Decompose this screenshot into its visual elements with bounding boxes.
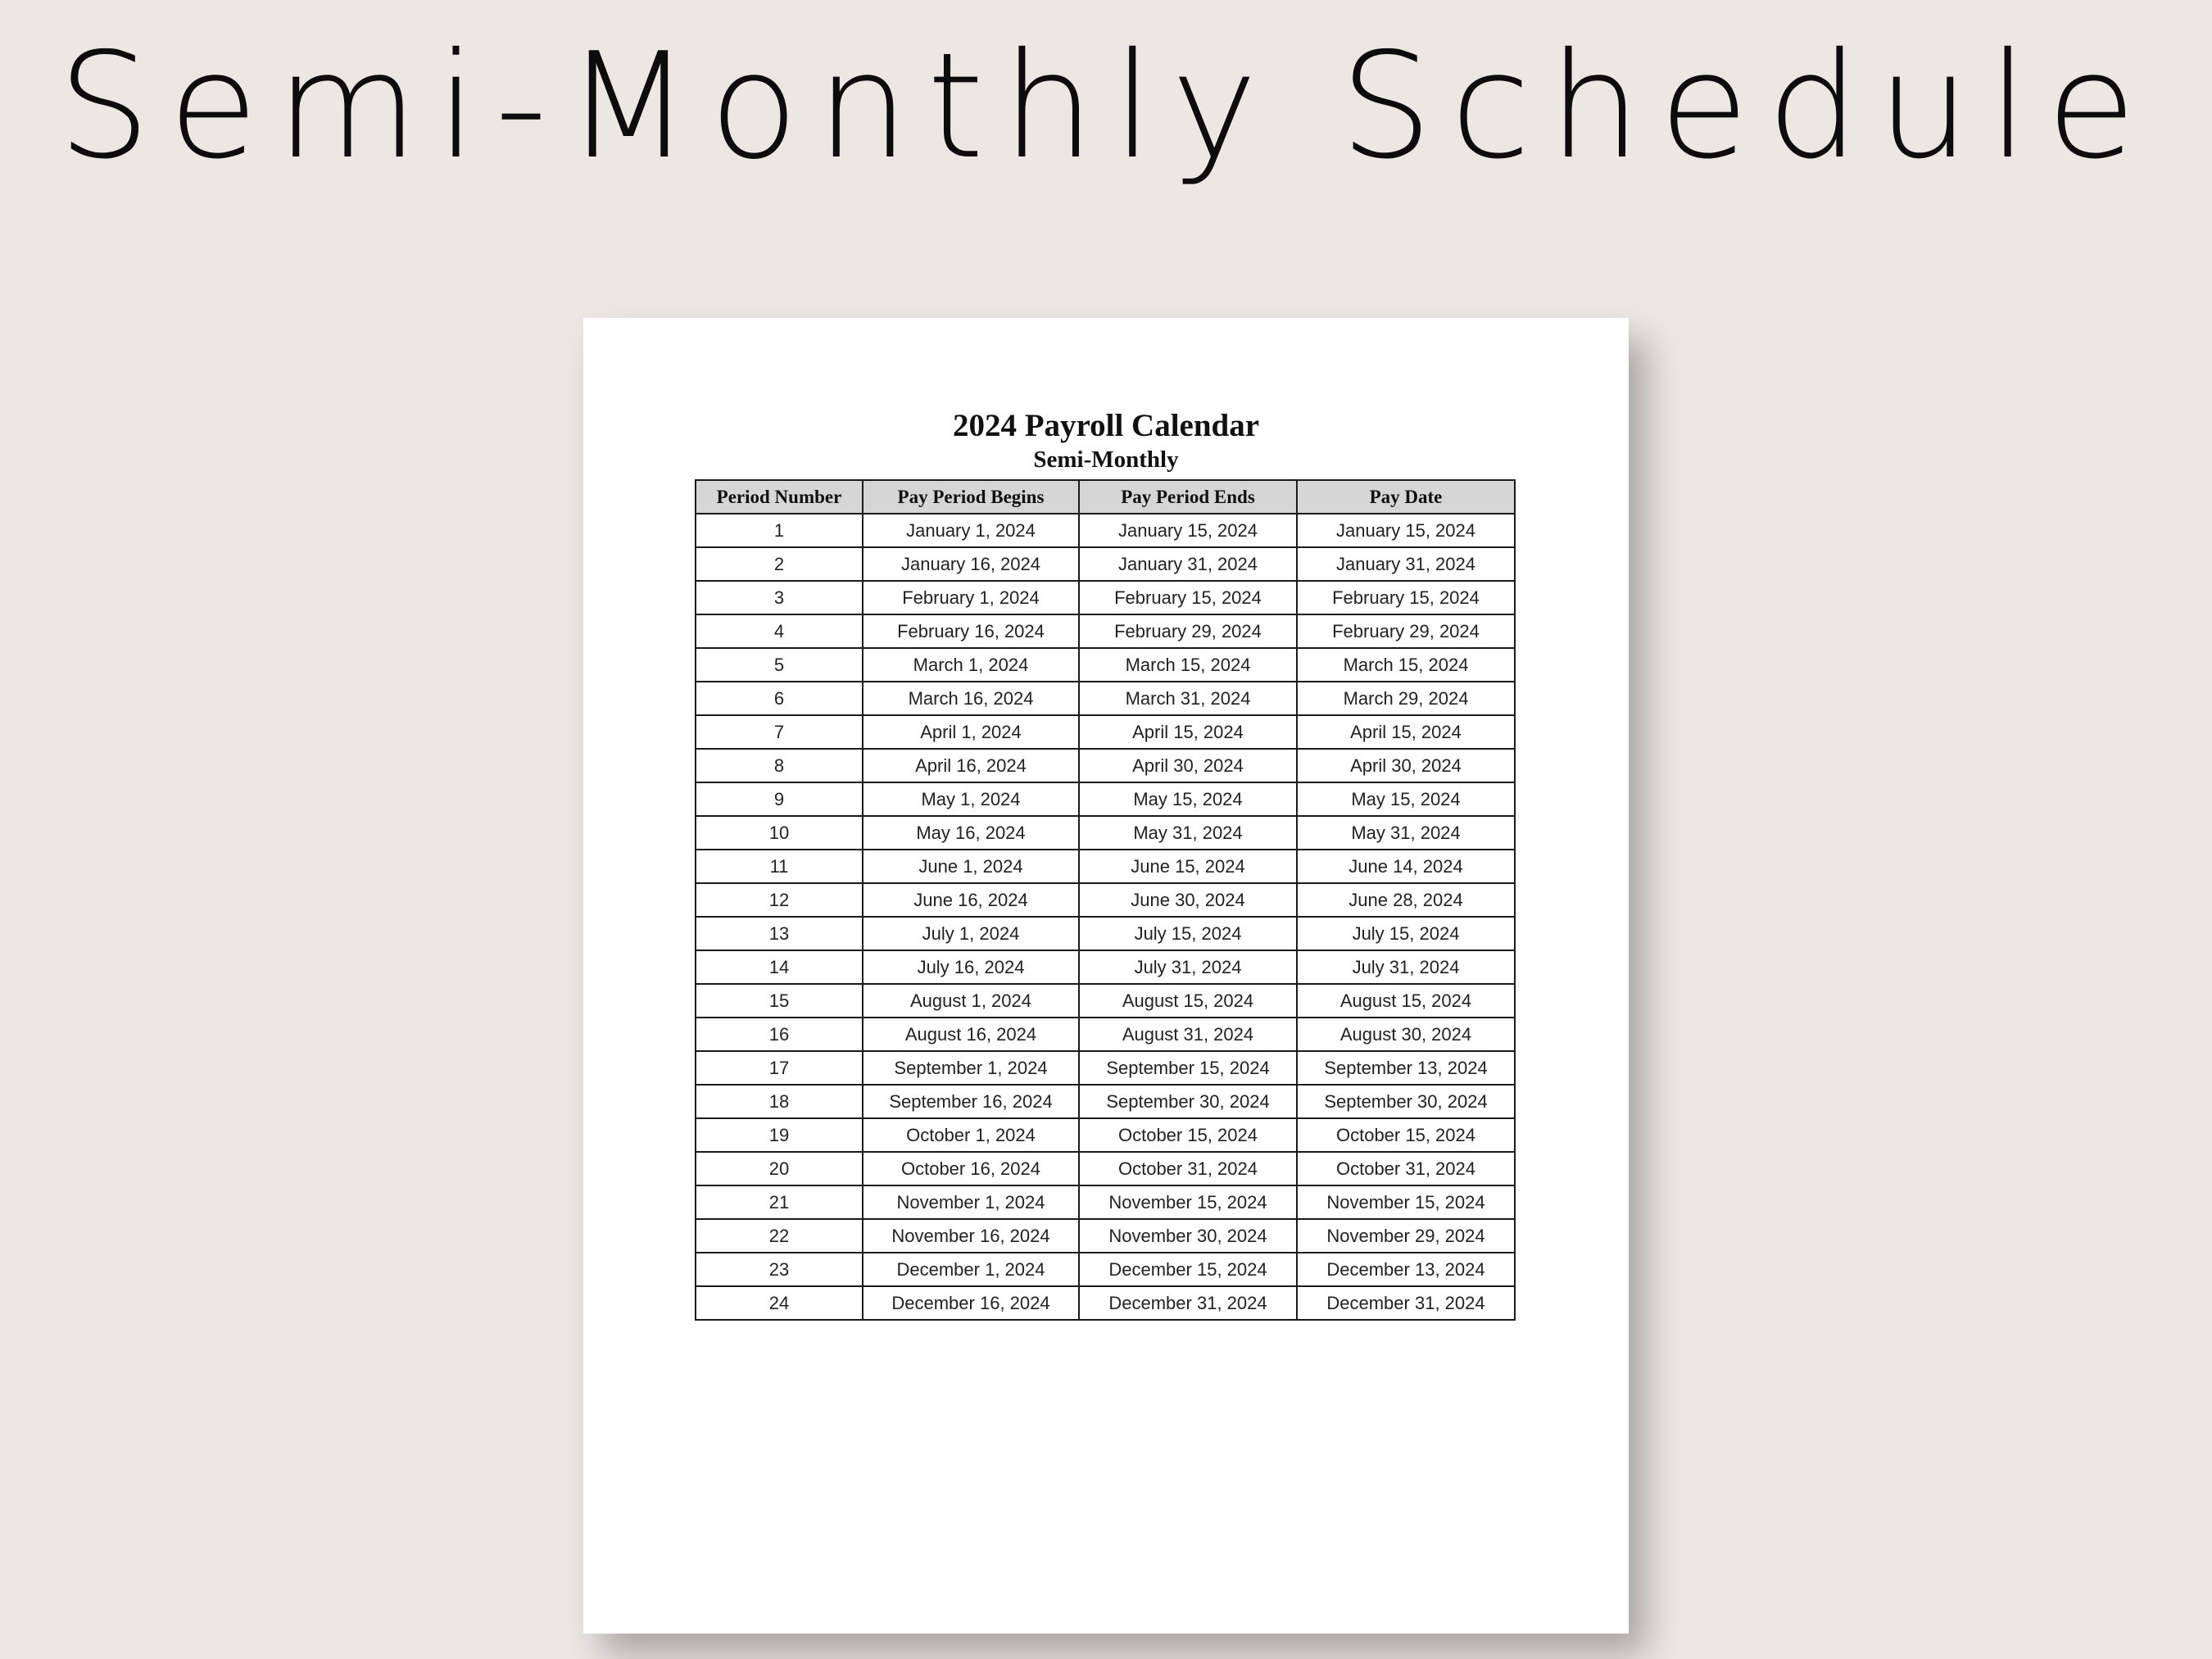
table-row [696,816,1515,850]
table-body [696,514,1515,1320]
pay-period-ends-cell: July 31, 2024 [1079,950,1297,984]
pay-period-ends-cell: November 15, 2024 [1079,1185,1297,1219]
pay-period-ends-cell: August 15, 2024 [1079,984,1297,1018]
table-row [696,883,1515,917]
pay-date-cell: October 15, 2024 [1297,1118,1515,1152]
period-number-cell: 19 [696,1118,863,1152]
table-row [696,749,1515,782]
period-number-cell: 3 [696,581,863,614]
pay-period-ends-cell: December 31, 2024 [1079,1286,1297,1320]
table-row [696,1185,1515,1219]
pay-period-ends-cell: January 15, 2024 [1079,514,1297,547]
pay-period-begins-cell: October 16, 2024 [863,1152,1079,1185]
table-row [696,950,1515,984]
pay-date-cell: May 31, 2024 [1297,816,1515,850]
period-number-cell: 24 [696,1286,863,1320]
period-number-cell: 11 [696,850,863,883]
pay-period-begins-cell: June 16, 2024 [863,883,1079,917]
pay-period-ends-cell: February 29, 2024 [1079,614,1297,648]
pay-period-begins-cell: October 1, 2024 [863,1118,1079,1152]
header-pay-period-ends: Pay Period Ends [1079,480,1297,514]
table-row [696,1219,1515,1253]
table-row [696,614,1515,648]
period-number-cell: 17 [696,1051,863,1085]
pay-period-begins-cell: February 1, 2024 [863,581,1079,614]
pay-period-begins-cell: March 16, 2024 [863,682,1079,715]
pay-date-cell: October 31, 2024 [1297,1152,1515,1185]
pay-date-cell: June 14, 2024 [1297,850,1515,883]
pay-date-cell: November 29, 2024 [1297,1219,1515,1253]
pay-date-cell: March 29, 2024 [1297,682,1515,715]
pay-date-cell: June 28, 2024 [1297,883,1515,917]
pay-period-ends-cell: September 30, 2024 [1079,1085,1297,1118]
table-row [696,1085,1515,1118]
pay-period-ends-cell: January 31, 2024 [1079,547,1297,581]
table-row [696,782,1515,816]
document-subtitle: Semi-Monthly [1033,446,1179,473]
period-number-cell: 16 [696,1018,863,1051]
pay-period-ends-cell: February 15, 2024 [1079,581,1297,614]
banner-title: Semi-Monthly Schedule [57,21,2155,191]
pay-period-ends-cell: November 30, 2024 [1079,1219,1297,1253]
table-row [696,1286,1515,1320]
period-number-cell: 4 [696,614,863,648]
period-number-cell: 22 [696,1219,863,1253]
pay-period-ends-cell: April 30, 2024 [1079,749,1297,782]
period-number-cell: 13 [696,917,863,950]
pay-period-begins-cell: June 1, 2024 [863,850,1079,883]
pay-period-ends-cell: September 15, 2024 [1079,1051,1297,1085]
table-row [696,682,1515,715]
pay-date-cell: January 15, 2024 [1297,514,1515,547]
table-header-row [696,480,1515,514]
pay-date-cell: September 30, 2024 [1297,1085,1515,1118]
table-row [696,648,1515,682]
table-row [696,917,1515,950]
payroll-schedule-table [695,479,1516,1321]
pay-period-ends-cell: December 15, 2024 [1079,1253,1297,1286]
pay-period-begins-cell: April 16, 2024 [863,749,1079,782]
pay-period-begins-cell: March 1, 2024 [863,648,1079,682]
pay-date-cell: July 15, 2024 [1297,917,1515,950]
pay-period-begins-cell: December 16, 2024 [863,1286,1079,1320]
period-number-cell: 21 [696,1185,863,1219]
period-number-cell: 12 [696,883,863,917]
period-number-cell: 9 [696,782,863,816]
pay-period-ends-cell: March 15, 2024 [1079,648,1297,682]
pay-date-cell: December 31, 2024 [1297,1286,1515,1320]
header-period-number: Period Number [696,480,863,514]
pay-period-ends-cell: August 31, 2024 [1079,1018,1297,1051]
document-page [583,318,1629,1634]
pay-date-cell: September 13, 2024 [1297,1051,1515,1085]
period-number-cell: 18 [696,1085,863,1118]
pay-period-begins-cell: July 1, 2024 [863,917,1079,950]
period-number-cell: 8 [696,749,863,782]
pay-period-ends-cell: October 15, 2024 [1079,1118,1297,1152]
table-row [696,1253,1515,1286]
pay-period-ends-cell: June 30, 2024 [1079,883,1297,917]
period-number-cell: 15 [696,984,863,1018]
pay-period-ends-cell: May 31, 2024 [1079,816,1297,850]
period-number-cell: 10 [696,816,863,850]
pay-period-begins-cell: November 16, 2024 [863,1219,1079,1253]
period-number-cell: 23 [696,1253,863,1286]
pay-period-begins-cell: September 1, 2024 [863,1051,1079,1085]
pay-date-cell: April 30, 2024 [1297,749,1515,782]
pay-period-begins-cell: May 16, 2024 [863,816,1079,850]
pay-date-cell: February 15, 2024 [1297,581,1515,614]
pay-period-begins-cell: May 1, 2024 [863,782,1079,816]
pay-period-begins-cell: January 16, 2024 [863,547,1079,581]
pay-date-cell: April 15, 2024 [1297,715,1515,749]
document-title: 2024 Payroll Calendar [952,408,1260,443]
pay-date-cell: January 31, 2024 [1297,547,1515,581]
pay-period-ends-cell: June 15, 2024 [1079,850,1297,883]
header-pay-period-begins: Pay Period Begins [863,480,1079,514]
table-row [696,1118,1515,1152]
table-row [696,547,1515,581]
header-pay-date: Pay Date [1297,480,1515,514]
pay-period-begins-cell: July 16, 2024 [863,950,1079,984]
table-row [696,850,1515,883]
period-number-cell: 5 [696,648,863,682]
pay-period-begins-cell: September 16, 2024 [863,1085,1079,1118]
table-row [696,1152,1515,1185]
pay-period-begins-cell: April 1, 2024 [863,715,1079,749]
pay-period-begins-cell: August 1, 2024 [863,984,1079,1018]
pay-period-begins-cell: February 16, 2024 [863,614,1079,648]
period-number-cell: 1 [696,514,863,547]
period-number-cell: 6 [696,682,863,715]
pay-period-ends-cell: July 15, 2024 [1079,917,1297,950]
table-row [696,1051,1515,1085]
pay-period-ends-cell: April 15, 2024 [1079,715,1297,749]
pay-date-cell: December 13, 2024 [1297,1253,1515,1286]
pay-date-cell: November 15, 2024 [1297,1185,1515,1219]
pay-period-begins-cell: November 1, 2024 [863,1185,1079,1219]
pay-date-cell: August 30, 2024 [1297,1018,1515,1051]
table-row [696,984,1515,1018]
pay-date-cell: July 31, 2024 [1297,950,1515,984]
table-row [696,514,1515,547]
pay-period-ends-cell: May 15, 2024 [1079,782,1297,816]
pay-date-cell: March 15, 2024 [1297,648,1515,682]
pay-date-cell: August 15, 2024 [1297,984,1515,1018]
pay-date-cell: February 29, 2024 [1297,614,1515,648]
period-number-cell: 20 [696,1152,863,1185]
pay-period-begins-cell: August 16, 2024 [863,1018,1079,1051]
period-number-cell: 7 [696,715,863,749]
pay-period-ends-cell: March 31, 2024 [1079,682,1297,715]
period-number-cell: 14 [696,950,863,984]
table-row [696,715,1515,749]
pay-period-ends-cell: October 31, 2024 [1079,1152,1297,1185]
period-number-cell: 2 [696,547,863,581]
pay-date-cell: May 15, 2024 [1297,782,1515,816]
pay-period-begins-cell: December 1, 2024 [863,1253,1079,1286]
table-row [696,1018,1515,1051]
pay-period-begins-cell: January 1, 2024 [863,514,1079,547]
table-row [696,581,1515,614]
